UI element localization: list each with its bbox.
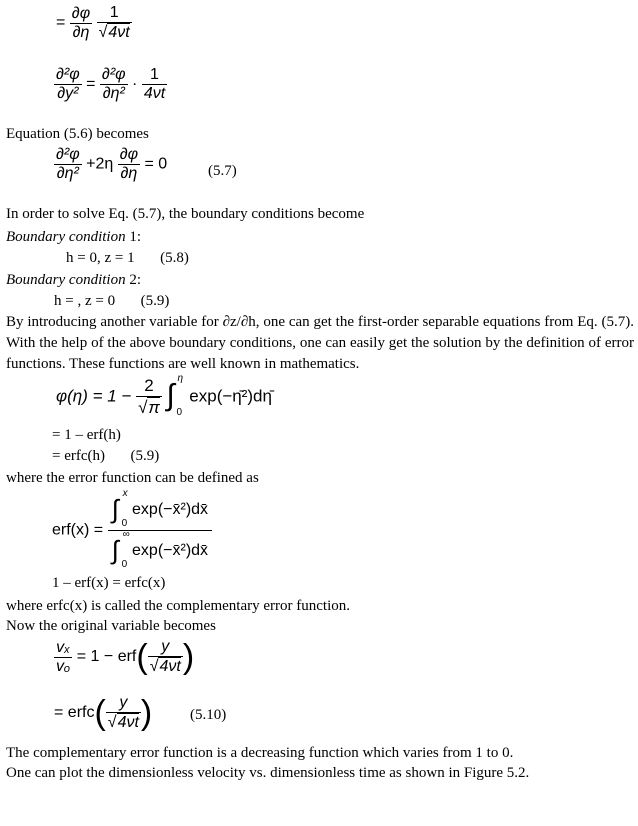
integrand: exp(−η̄²)dη̄: [189, 386, 272, 406]
closing-sentence-2: One can plot the dimensionless velocity vs. dimensionless time as shown in Figure 5.2.: [6, 765, 530, 781]
fraction-one-over-4nut: [142, 66, 167, 103]
original-variable: Now the original variable becomes: [6, 618, 216, 634]
numerator: vₓ: [54, 639, 72, 658]
equation-number: (5.9): [130, 448, 160, 464]
erf-line-1: = 1 – erf(h): [52, 427, 121, 443]
numerator: y: [106, 694, 141, 713]
bc2-eq-text: h = , z = 0: [54, 293, 116, 309]
numerator: ∂φ: [71, 4, 91, 22]
lower-limit: 0: [121, 518, 128, 529]
denominator: √4νt: [98, 24, 130, 41]
bc2-number: 2:: [125, 272, 141, 288]
fraction-one-over-sqrt: [97, 4, 132, 42]
numerator: ∂²φ: [101, 66, 126, 83]
fraction-d2phi-deta2: [54, 146, 82, 183]
equation-dphi-deta: [56, 4, 132, 42]
equation-second-derivative: [54, 66, 167, 103]
denominator: [108, 531, 212, 571]
fraction-d2phi-dy2: [54, 66, 82, 103]
fraction-two-over-sqrtpi: [136, 376, 162, 418]
equation-5-10: = erfc( $\frac{y}{√4\nu t}$ ): [54, 694, 153, 732]
erf-lhs: erf(x) =: [52, 521, 104, 539]
upper-limit: x: [122, 488, 128, 499]
numerator: 1: [97, 4, 132, 23]
equation-number: (5.9): [140, 293, 170, 309]
lower-limit: 0: [121, 559, 128, 570]
numerator: 1: [142, 66, 167, 85]
equation-5-7: [54, 146, 167, 183]
closing-sentence-1: The complementary error function is a decreasing function which varies from 1 to 0.: [6, 745, 514, 761]
eq56-becomes: Equation (5.6) becomes: [6, 126, 149, 142]
lower-limit: 0: [176, 407, 183, 418]
sqrt-radicand: 4νt: [117, 714, 139, 731]
denominator: ∂η²: [102, 85, 125, 102]
denominator: ∂y²: [57, 85, 79, 102]
equation-number: (5.8): [160, 250, 189, 266]
erfc-definition: 1 – erf(x) = erfc(x): [52, 575, 166, 591]
numerator: ∂²φ: [56, 66, 80, 83]
equation-number: (5.10): [190, 707, 227, 723]
dot-operator: ·: [132, 75, 138, 93]
denominator: ∂η: [72, 23, 90, 41]
erf-fraction: [108, 490, 212, 571]
equals-erfc: = erfc: [54, 704, 95, 721]
numerator: ∂²φ: [56, 146, 80, 163]
bc1-eq-text: h = 0, z = 1: [66, 250, 135, 266]
numerator: ∂φ: [119, 146, 139, 163]
bc1-number: 1:: [125, 229, 141, 245]
denominator: √π: [138, 398, 160, 417]
sqrt-radicand: π: [148, 398, 160, 417]
equals-sign: =: [86, 75, 96, 93]
equals-sign: =: [56, 14, 66, 32]
fraction-dphi-deta: [70, 5, 92, 42]
denominator: √4νt: [149, 658, 181, 675]
erf-intro: where the error function can be defined as: [6, 470, 259, 486]
body-paragraph: By introducing another variable for ∂z/∂h, one can get the first-order separable equations from Eq. (5.7). With the help of the above boundary conditions, one can easily get the solution by the definition of error functions. These functions are well known in mathematics.: [6, 314, 634, 372]
denominator: 4νt: [143, 85, 166, 102]
denominator: ∂η: [120, 165, 138, 182]
plus-term: +2η: [86, 155, 114, 173]
integrand: exp(−x̄²)dx̄: [132, 542, 209, 560]
bc2-label: Boundary condition: [6, 272, 126, 288]
integral-sign: ∫ η 0: [166, 373, 184, 418]
bc2-heading: [6, 271, 141, 289]
numerator: [108, 490, 212, 531]
denominator: √4νt: [107, 714, 139, 731]
upper-limit: η: [177, 373, 184, 384]
equals-zero: = 0: [144, 155, 168, 173]
sqrt-radicand: 4νt: [159, 658, 181, 675]
upper-limit: ∞: [122, 529, 130, 540]
numerator: y: [148, 638, 183, 657]
erfc-where: where erfc(x) is called the complementary error function.: [6, 598, 351, 614]
bc2-equation: [54, 292, 169, 310]
equation-phi-integral: [56, 373, 272, 418]
solve-intro: In order to solve Eq. (5.7), the boundary conditions become: [6, 206, 365, 222]
bc1-label: Boundary condition: [6, 229, 126, 245]
equation-number: (5.7): [208, 163, 237, 179]
fraction-vx-vo: [54, 639, 72, 676]
phi-lhs: φ(η) = 1 −: [56, 386, 132, 406]
bc1-heading: [6, 228, 141, 246]
one-minus-erf: = 1 − erf: [76, 648, 137, 665]
erf-line-2: [52, 447, 159, 465]
integral-sign: ∫ x 0: [111, 488, 128, 529]
bc1-equation: [66, 249, 189, 267]
equation-velocity-ratio: $\frac{\text{vₓ}}{\text{vₒ}}$ = 1 − erf( $\frac{y}{√4\nu t}$ ): [56, 638, 195, 676]
integrand: exp(−x̄²)dx̄: [132, 501, 209, 519]
fraction-y-over-sqrt: [148, 638, 183, 676]
numerator: 2: [136, 376, 162, 397]
erfc-text: = erfc(h): [52, 448, 106, 464]
fraction-dphi-deta: [118, 146, 140, 183]
equation-erf-definition: [52, 490, 212, 571]
denominator: vₒ: [56, 657, 71, 675]
sqrt-radicand: 4νt: [108, 24, 130, 41]
denominator: ∂η²: [56, 165, 79, 182]
fraction-d2phi-deta2: [100, 66, 128, 103]
fraction-y-over-sqrt: [106, 694, 141, 732]
integral-sign: ∫ ∞ 0: [111, 529, 130, 570]
